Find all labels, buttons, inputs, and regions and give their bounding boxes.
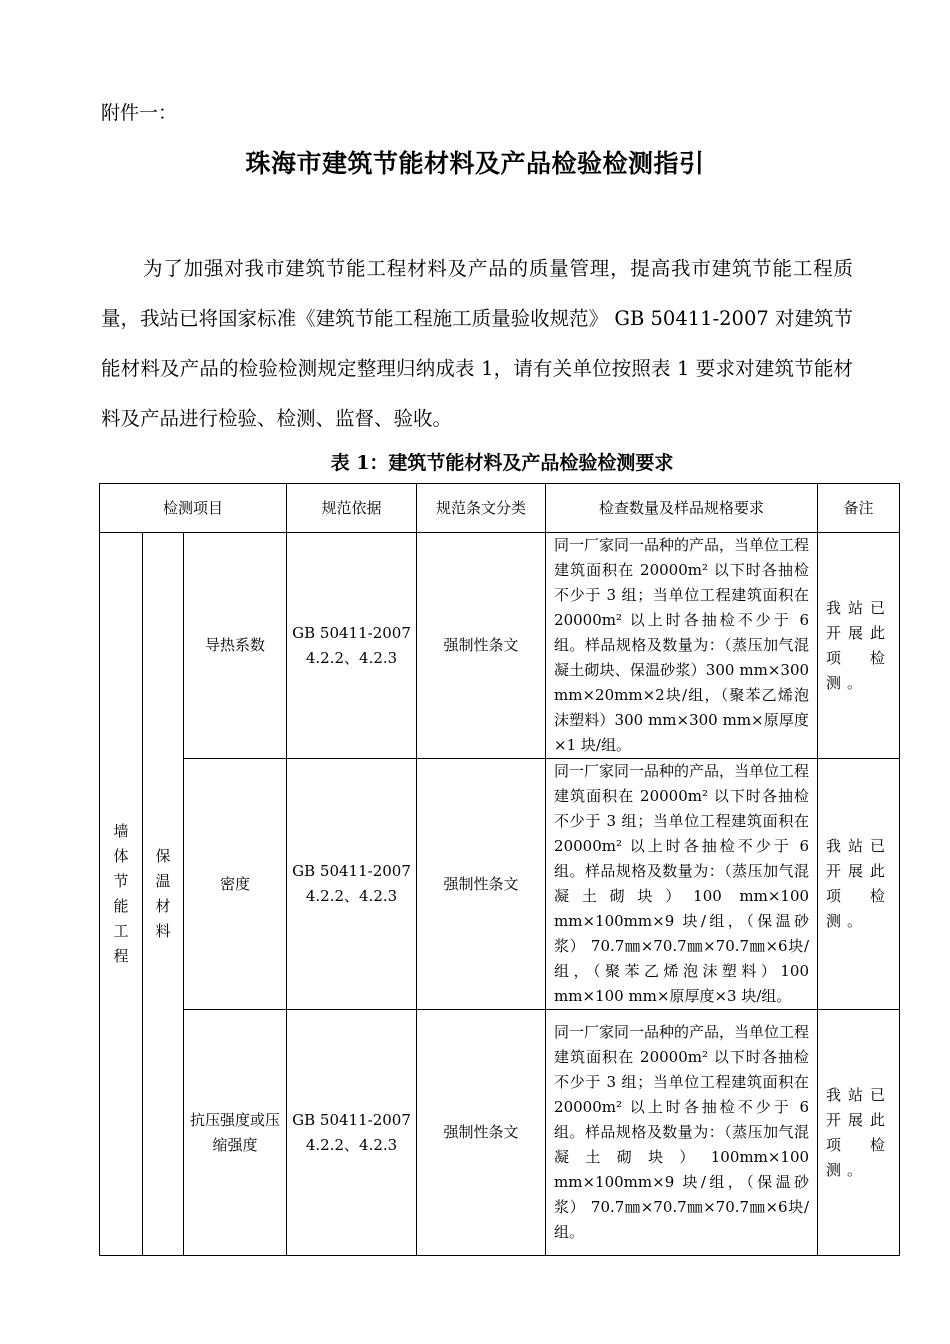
header-basis: 规范依据 — [287, 484, 417, 533]
basis-standard: GB 50411-2007 — [292, 862, 411, 880]
item-cell: 导热系数 — [184, 533, 287, 759]
table-caption: 表 1：建筑节能材料及产品检验检测要求 — [330, 452, 674, 474]
clause-cell: 强制性条文 — [417, 1010, 546, 1256]
table-header-row — [100, 484, 900, 533]
basis-standard: GB 50411-2007 — [292, 623, 411, 642]
basis-clauses: 4.2.2、4.2.3 — [305, 887, 398, 905]
basis-clauses: 4.2.2、4.2.3 — [305, 648, 398, 667]
item-cell: 密度 — [184, 759, 287, 1010]
requirement-cell: 同一厂家同一品种的产品，当单位工程建筑面积在 20000m² 以下时各抽检不少于 3 组；当单位工程建筑面积在 20000m² 以上时各抽检不少于 6 组。样品规格及数量为：（蒸压加气混凝土砌块、保温砂浆）300 mm×300 mm×20mm×2块/组，（聚苯乙烯泡沫塑料）300 mm×300 mm×原厚度×1 块/组。 — [546, 533, 818, 759]
inspection-table — [99, 483, 900, 1256]
basis-cell — [287, 759, 417, 1010]
basis-clauses: 4.2.2、4.2.3 — [305, 1135, 398, 1154]
group-wall-energy-label: 墙体节能工程 — [113, 822, 129, 965]
intro-paragraph: 为了加强对我市建筑节能工程材料及产品的质量管理，提高我市建筑节能工程质量，我站已将国家标准《建筑节能工程施工质量验收规范》 GB 50411-2007 对建筑节能材料及产品的检验检测规定整理归纳成表 1，请有关单位按照表 1 要求对建筑节能材料及产品进行检验、检测、监督、验收。 — [101, 257, 853, 430]
clause-cell: 强制性条文 — [417, 759, 546, 1010]
basis-cell — [287, 533, 417, 759]
note-cell: 我站已开展此项检测。 — [818, 533, 900, 759]
header-requirement: 检查数量及样品规格要求 — [546, 484, 818, 533]
requirement-cell: 同一厂家同一品种的产品，当单位工程建筑面积在 20000m² 以下时各抽检不少于 3 组；当单位工程建筑面积在 20000m² 以上时各抽检不少于 6 组。样品规格及数量为：（蒸压加气混凝土砌块）100 mm×100 mm×100mm×9 块/组，（保温砂浆） 70.7㎜×70.7㎜×70.7㎜×6块/组，（聚苯乙烯泡沫塑料）100 mm×100 mm×原厚度×3 块/组。 — [546, 759, 818, 1010]
header-note: 备注 — [818, 484, 900, 533]
header-item: 检测项目 — [100, 484, 287, 533]
basis-cell — [287, 1010, 417, 1256]
table-row — [100, 759, 900, 1010]
clause-cell: 强制性条文 — [417, 533, 546, 759]
requirement-cell: 同一厂家同一品种的产品，当单位工程建筑面积在 20000m² 以下时各抽检不少于 3 组；当单位工程建筑面积在 20000m² 以上时各抽检不少于 6 组。样品规格及数量为：（蒸压加气混凝土砌块）100mm×100 mm×100mm×9 块/组，（保温砂浆） 70.7㎜×70.7㎜×70.7㎜×6块/组。 — [546, 1010, 818, 1256]
attachment-label: 附件一： — [101, 102, 178, 124]
group-insulation — [143, 533, 184, 1256]
basis-standard: GB 50411-2007 — [292, 1110, 411, 1129]
note-cell: 我站已开展此项检测。 — [818, 759, 900, 1010]
header-clause: 规范条文分类 — [417, 484, 546, 533]
note-cell: 我站已开展此项检测。 — [818, 1010, 900, 1256]
page-title: 珠海市建筑节能材料及产品检验检测指引 — [245, 149, 705, 178]
table-row — [100, 533, 900, 759]
group-insulation-label: 保温材料 — [155, 847, 171, 940]
table-row — [100, 1010, 900, 1256]
item-cell: 抗压强度或压缩强度 — [184, 1010, 287, 1256]
group-wall-energy — [100, 533, 143, 1256]
